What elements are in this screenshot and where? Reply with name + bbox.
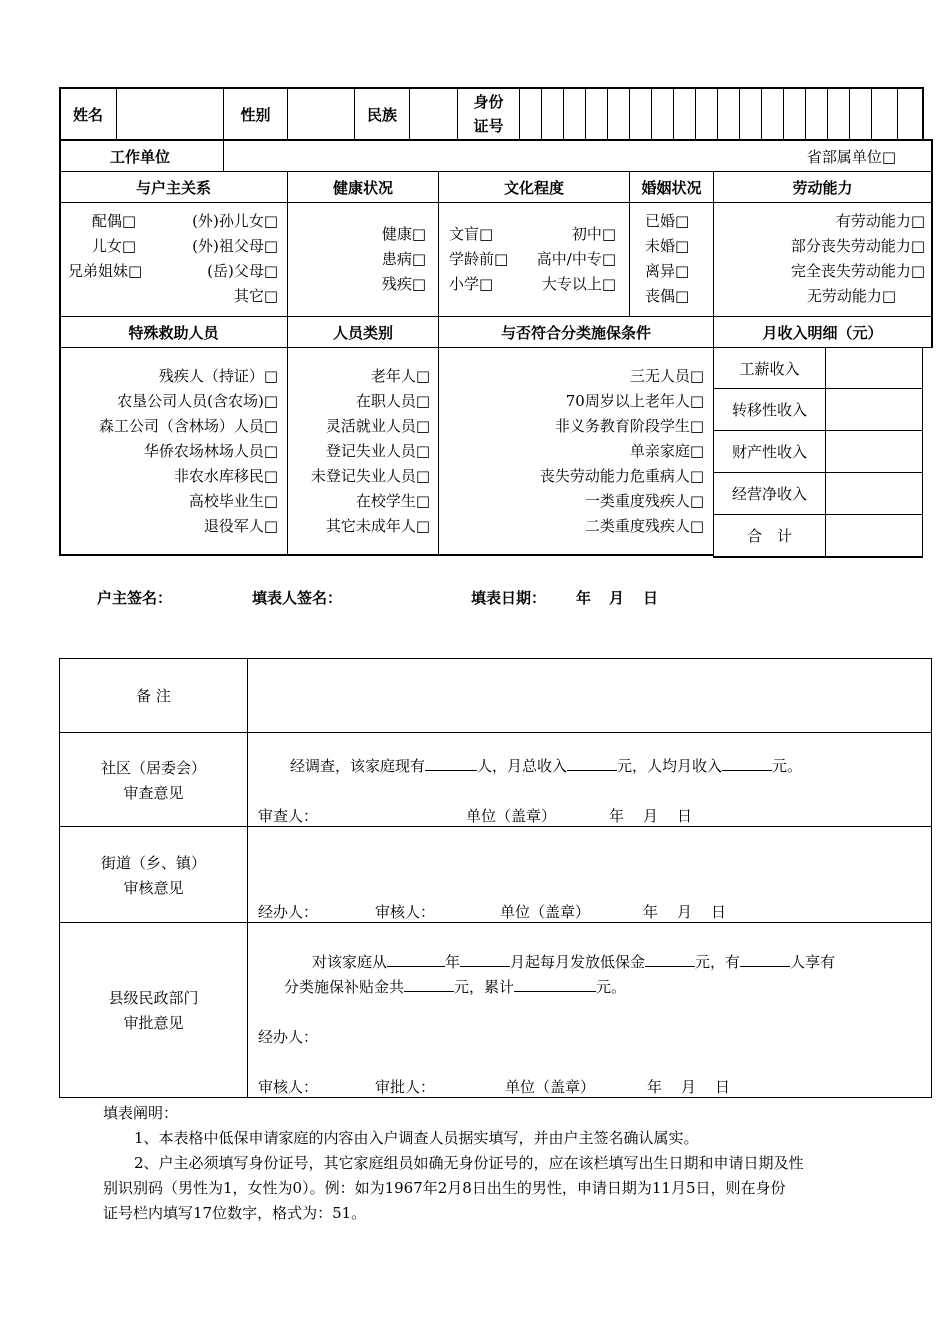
income-transfer-field[interactable]: [826, 389, 922, 430]
street-handler-label: 经办人：: [258, 903, 319, 921]
marital-divorced-checkbox[interactable]: 离异□: [645, 262, 690, 280]
relation-options-right: [160, 209, 278, 309]
header-education: 文化程度: [503, 178, 564, 197]
income-business-field[interactable]: [826, 473, 922, 514]
work-unit-field[interactable]: [224, 141, 784, 171]
person-category-options: [290, 364, 430, 539]
header-special-aid: 特殊救助人员: [128, 323, 219, 342]
education-junior-checkbox[interactable]: 初中□: [571, 225, 616, 243]
category-employed-checkbox[interactable]: 在职人员□: [355, 392, 430, 410]
special-overseas-farm-checkbox[interactable]: 华侨农场林场人员□: [143, 442, 278, 460]
county-handler-label: 经办人：: [258, 1028, 319, 1046]
remarks-label: 备 注: [136, 687, 171, 705]
fill-date-year: 年: [576, 589, 592, 607]
community-year: 年: [609, 807, 625, 825]
special-disabled-checkbox[interactable]: 残疾人（持证）□: [158, 367, 278, 385]
income-transfer-label: 转移性收入: [731, 401, 807, 419]
classification-over-70-checkbox[interactable]: 70周岁以上老年人□: [565, 392, 704, 410]
fill-date-month: 月: [609, 589, 625, 607]
classification-student-checkbox[interactable]: 非义务教育阶段学生□: [554, 417, 704, 435]
special-aid-options: [62, 364, 278, 539]
reviewer-label: 审查人：: [258, 807, 319, 825]
header-labor: 劳动能力: [792, 178, 853, 197]
remarks-field[interactable]: [248, 659, 931, 732]
fill-date-label: 填表日期：: [471, 589, 547, 607]
note-item-1: 1、本表格中低保申请家庭的内容由入户调查人员据实填写，并由户主签名确认属实。: [134, 1129, 699, 1147]
street-label: 街道（乡、镇） 审核意见: [100, 854, 206, 897]
name-field[interactable]: [117, 89, 223, 139]
classification-severe-disability-1-checkbox[interactable]: 一类重度残疾人□: [584, 492, 704, 510]
category-unregistered-unemployed-checkbox[interactable]: 未登记失业人员□: [310, 467, 430, 485]
street-auditor-label: 审核人：: [375, 903, 436, 921]
cumulative-total-blank[interactable]: [514, 977, 596, 992]
relation-child-checkbox[interactable]: 儿女□: [91, 237, 136, 255]
filler-signature-label: 填表人签名：: [252, 589, 343, 607]
id-number-field[interactable]: [520, 89, 922, 139]
relation-grandchild-checkbox[interactable]: (外)孙儿女□: [192, 212, 278, 230]
income-property-label: 财产性收入: [731, 443, 807, 461]
relation-grandparent-checkbox[interactable]: (外)祖父母□: [192, 237, 278, 255]
education-senior-checkbox[interactable]: 高中/中专□: [536, 250, 616, 268]
householder-signature-label: 户主签名：: [97, 589, 173, 607]
marital-unmarried-checkbox[interactable]: 未婚□: [645, 237, 690, 255]
special-graduate-checkbox[interactable]: 高校毕业生□: [188, 492, 278, 510]
special-forestry-company-checkbox[interactable]: 森工公司（含林场）人员□: [98, 417, 278, 435]
relation-spouse-checkbox[interactable]: 配偶□: [91, 212, 136, 230]
education-options-right: [520, 222, 616, 297]
header-marital: 婚姻状况: [641, 178, 702, 197]
education-illiterate-checkbox[interactable]: 文盲□: [449, 225, 494, 243]
category-registered-unemployed-checkbox[interactable]: 登记失业人员□: [325, 442, 430, 460]
special-farm-company-checkbox[interactable]: 农垦公司人员(含农场)□: [117, 392, 278, 410]
income-property-field[interactable]: [826, 431, 922, 472]
community-unit-seal: 单位（盖章）: [466, 807, 557, 825]
note-item-2-line-3: 证号栏内填写17位数字，格式为：51。: [103, 1204, 367, 1222]
classification-three-no-checkbox[interactable]: 三无人员□: [629, 367, 704, 385]
subsidy-total-blank[interactable]: [404, 977, 454, 992]
monthly-total-income-blank[interactable]: [567, 756, 617, 771]
ministry-unit-checkbox[interactable]: 省部属单位□: [806, 148, 896, 166]
note-item-2-line-2: 别识别码（男性为1，女性为0）。例：如为1967年2月8日出生的男性，申请日期为11月5日，则在身份: [103, 1179, 786, 1197]
ethnicity-field[interactable]: [410, 89, 457, 139]
name-label: 姓名: [72, 105, 103, 124]
header-monthly-income: 月收入明细（元）: [762, 323, 883, 342]
relation-sibling-checkbox[interactable]: 兄弟姐妹□: [68, 262, 143, 280]
street-year: 年: [643, 903, 659, 921]
county-unit-seal: 单位（盖章）: [505, 1078, 596, 1096]
fill-date-day: 日: [643, 589, 659, 607]
work-unit-label: 工作单位: [110, 147, 171, 166]
education-options-left: [449, 222, 519, 297]
id-number-label: 身份 证号: [473, 93, 504, 135]
allowance-amount-blank[interactable]: [645, 952, 695, 967]
classification-options: [442, 364, 704, 539]
health-sick-checkbox[interactable]: 患病□: [381, 250, 426, 268]
header-classification: 与否符合分类施保条件: [500, 323, 651, 342]
category-flexible-checkbox[interactable]: 灵活就业人员□: [325, 417, 430, 435]
county-month: 月: [681, 1078, 697, 1096]
street-day: 日: [711, 903, 727, 921]
labor-partial-loss-checkbox[interactable]: 部分丧失劳动能力□: [790, 237, 925, 255]
income-total-field[interactable]: [826, 515, 922, 556]
classification-critically-ill-checkbox[interactable]: 丧失劳动能力危重病人□: [539, 467, 704, 485]
education-college-checkbox[interactable]: 大专以上□: [541, 275, 616, 293]
marital-married-checkbox[interactable]: 已婚□: [645, 212, 690, 230]
beneficiary-count-blank[interactable]: [740, 952, 790, 967]
county-auditor-label: 审核人：: [258, 1078, 319, 1096]
marital-options: [645, 209, 705, 309]
special-veteran-checkbox[interactable]: 退役军人□: [203, 517, 278, 535]
community-month: 月: [643, 807, 659, 825]
ethnicity-label: 民族: [366, 105, 397, 124]
community-label: 社区（居委会） 审查意见: [100, 759, 206, 802]
labor-able-checkbox[interactable]: 有劳动能力□: [835, 212, 925, 230]
health-options: [300, 222, 426, 297]
street-unit-seal: 单位（盖章）: [500, 903, 591, 921]
income-wage-field[interactable]: [826, 348, 922, 388]
notes-title: 填表阐明：: [103, 1104, 179, 1122]
income-wage-label: 工薪收入: [739, 359, 800, 378]
relation-parent-checkbox[interactable]: (岳)父母□: [207, 262, 278, 280]
street-month: 月: [677, 903, 693, 921]
marital-widowed-checkbox[interactable]: 丧偶□: [645, 287, 690, 305]
special-reservoir-migrant-checkbox[interactable]: 非农水库移民□: [173, 467, 278, 485]
community-opinion-text: 经调查，该家庭现有 人，月总收入 元，人均月收入 元。: [290, 757, 803, 775]
income-business-label: 经营净收入: [731, 485, 807, 503]
relation-options-left: [68, 209, 152, 284]
education-preschool-checkbox[interactable]: 学龄前□: [449, 250, 509, 268]
county-year: 年: [647, 1078, 663, 1096]
income-total-label: 合 计: [746, 527, 792, 545]
per-capita-income-blank[interactable]: [722, 756, 772, 771]
labor-complete-loss-checkbox[interactable]: 完全丧失劳动能力□: [790, 262, 925, 280]
category-elderly-checkbox[interactable]: 老年人□: [370, 367, 430, 385]
category-minor-checkbox[interactable]: 其它未成年人□: [325, 517, 430, 535]
header-health: 健康状况: [332, 178, 393, 197]
note-item-2-line-1: 2、户主必须填写身份证号，其它家庭组员如确无身份证号的，应在该栏填写出生日期和申请日期及性: [134, 1154, 804, 1172]
county-opinion-line-1: 对该家庭从 年 月起每月发放低保金 元，有 人享有: [312, 953, 836, 971]
county-opinion-line-2: 分类施保补贴金共 元，累计 元。: [284, 978, 627, 996]
start-year-blank[interactable]: [387, 952, 445, 967]
gender-label: 性别: [240, 105, 271, 124]
health-disabled-checkbox[interactable]: 残疾□: [381, 275, 426, 293]
category-student-checkbox[interactable]: 在校学生□: [355, 492, 430, 510]
community-day: 日: [677, 807, 693, 825]
start-month-blank[interactable]: [460, 952, 510, 967]
gender-field[interactable]: [288, 89, 354, 139]
county-label: 县级民政部门 审批意见: [108, 989, 199, 1032]
labor-none-checkbox[interactable]: 无劳动能力□: [806, 287, 896, 305]
county-day: 日: [715, 1078, 731, 1096]
county-approver-label: 审批人：: [375, 1078, 436, 1096]
relation-other-checkbox[interactable]: 其它□: [233, 287, 278, 305]
labor-options: [725, 209, 925, 309]
header-person-category: 人员类别: [332, 323, 393, 342]
health-healthy-checkbox[interactable]: 健康□: [381, 225, 426, 243]
header-relation: 与户主关系: [135, 178, 211, 197]
family-size-blank[interactable]: [425, 756, 477, 771]
education-primary-checkbox[interactable]: 小学□: [449, 275, 494, 293]
classification-severe-disability-2-checkbox[interactable]: 二类重度残疾人□: [584, 517, 704, 535]
classification-single-parent-checkbox[interactable]: 单亲家庭□: [629, 442, 704, 460]
